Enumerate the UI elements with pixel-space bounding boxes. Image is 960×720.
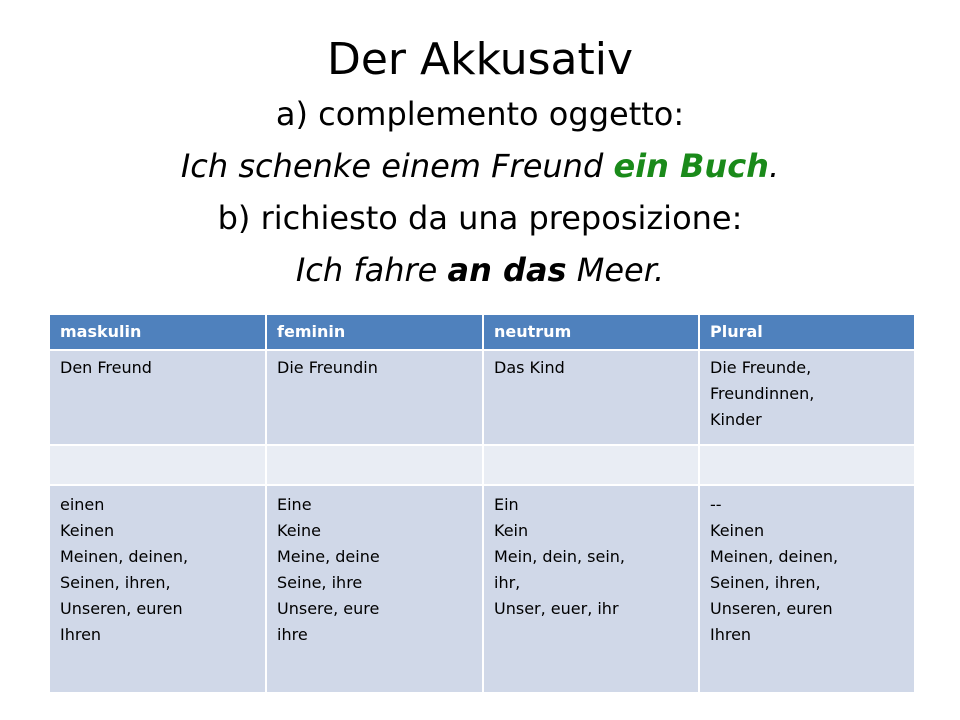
- cell-line: Das Kind: [494, 358, 565, 377]
- point-b: b) richiesto da una preposizione:: [217, 199, 743, 237]
- example-sentence-2: [0, 244, 960, 296]
- cell-line: Mein, dein, sein,: [494, 547, 626, 566]
- header-neutrum: neutrum: [483, 314, 699, 350]
- slide-title: Der Akkusativ: [326, 34, 634, 85]
- table-cell: [266, 350, 483, 445]
- table-row-indefinite-possessive: [49, 485, 915, 693]
- cell-line: Ihren: [710, 625, 752, 644]
- table-cell: [699, 485, 915, 693]
- example2-end: Meer.: [566, 251, 665, 289]
- cell-line: Seine, ihre: [277, 573, 363, 592]
- cell-line: Seinen, ihren,: [710, 573, 821, 592]
- header-plural: Plural: [699, 314, 915, 350]
- table-cell: [266, 445, 483, 485]
- table-cell: [49, 485, 266, 693]
- table-cell: [49, 350, 266, 445]
- cell-line: Den Freund: [60, 358, 152, 377]
- cell-line: ihr,: [494, 573, 521, 592]
- cell-line: Keinen: [710, 521, 765, 540]
- table-cell: [49, 445, 266, 485]
- example1-text: Ich schenke einem Freund: [180, 147, 614, 185]
- cell-line: Die Freundin: [277, 358, 378, 377]
- cell-line: --: [710, 495, 722, 514]
- cell-line: Seinen, ihren,: [60, 573, 171, 592]
- cell-line: Die Freunde,: [710, 358, 812, 377]
- table-row-empty: [49, 445, 915, 485]
- cell-line: Unseren, euren: [60, 599, 183, 618]
- cell-line: Kinder: [710, 410, 762, 429]
- point-a: a) complemento oggetto:: [275, 95, 685, 133]
- cell-line: Unsere, eure: [277, 599, 380, 618]
- example-sentence-1: [0, 140, 960, 192]
- cell-line: Keinen: [60, 521, 115, 540]
- slide-title-block: [0, 34, 960, 296]
- cell-line: Meinen, deinen,: [710, 547, 839, 566]
- table-cell: [699, 350, 915, 445]
- table-cell: [483, 445, 699, 485]
- cell-line: Keine: [277, 521, 321, 540]
- table-cell: [483, 485, 699, 693]
- example2-text: Ich fahre: [295, 251, 448, 289]
- cell-line: Unser, euer, ihr: [494, 599, 619, 618]
- cell-line: Eine: [277, 495, 312, 514]
- cell-line: Kein: [494, 521, 529, 540]
- accusative-table: [48, 313, 916, 694]
- cell-line: Ein: [494, 495, 519, 514]
- cell-line: Ihren: [60, 625, 102, 644]
- cell-line: ihre: [277, 625, 308, 644]
- table-cell: [699, 445, 915, 485]
- example1-end: .: [768, 147, 780, 185]
- table-header-row: [49, 314, 915, 350]
- example2-bold: an das: [447, 251, 567, 289]
- cell-line: einen: [60, 495, 105, 514]
- cell-line: Meine, deine: [277, 547, 380, 566]
- table-cell: [483, 350, 699, 445]
- cell-line: Freundinnen,: [710, 384, 815, 403]
- header-maskulin: maskulin: [49, 314, 266, 350]
- table-cell: [266, 485, 483, 693]
- header-feminin: feminin: [266, 314, 483, 350]
- example1-highlight: ein Buch: [613, 147, 769, 185]
- cell-line: Meinen, deinen,: [60, 547, 189, 566]
- table-row-definite: [49, 350, 915, 445]
- cell-line: Unseren, euren: [710, 599, 833, 618]
